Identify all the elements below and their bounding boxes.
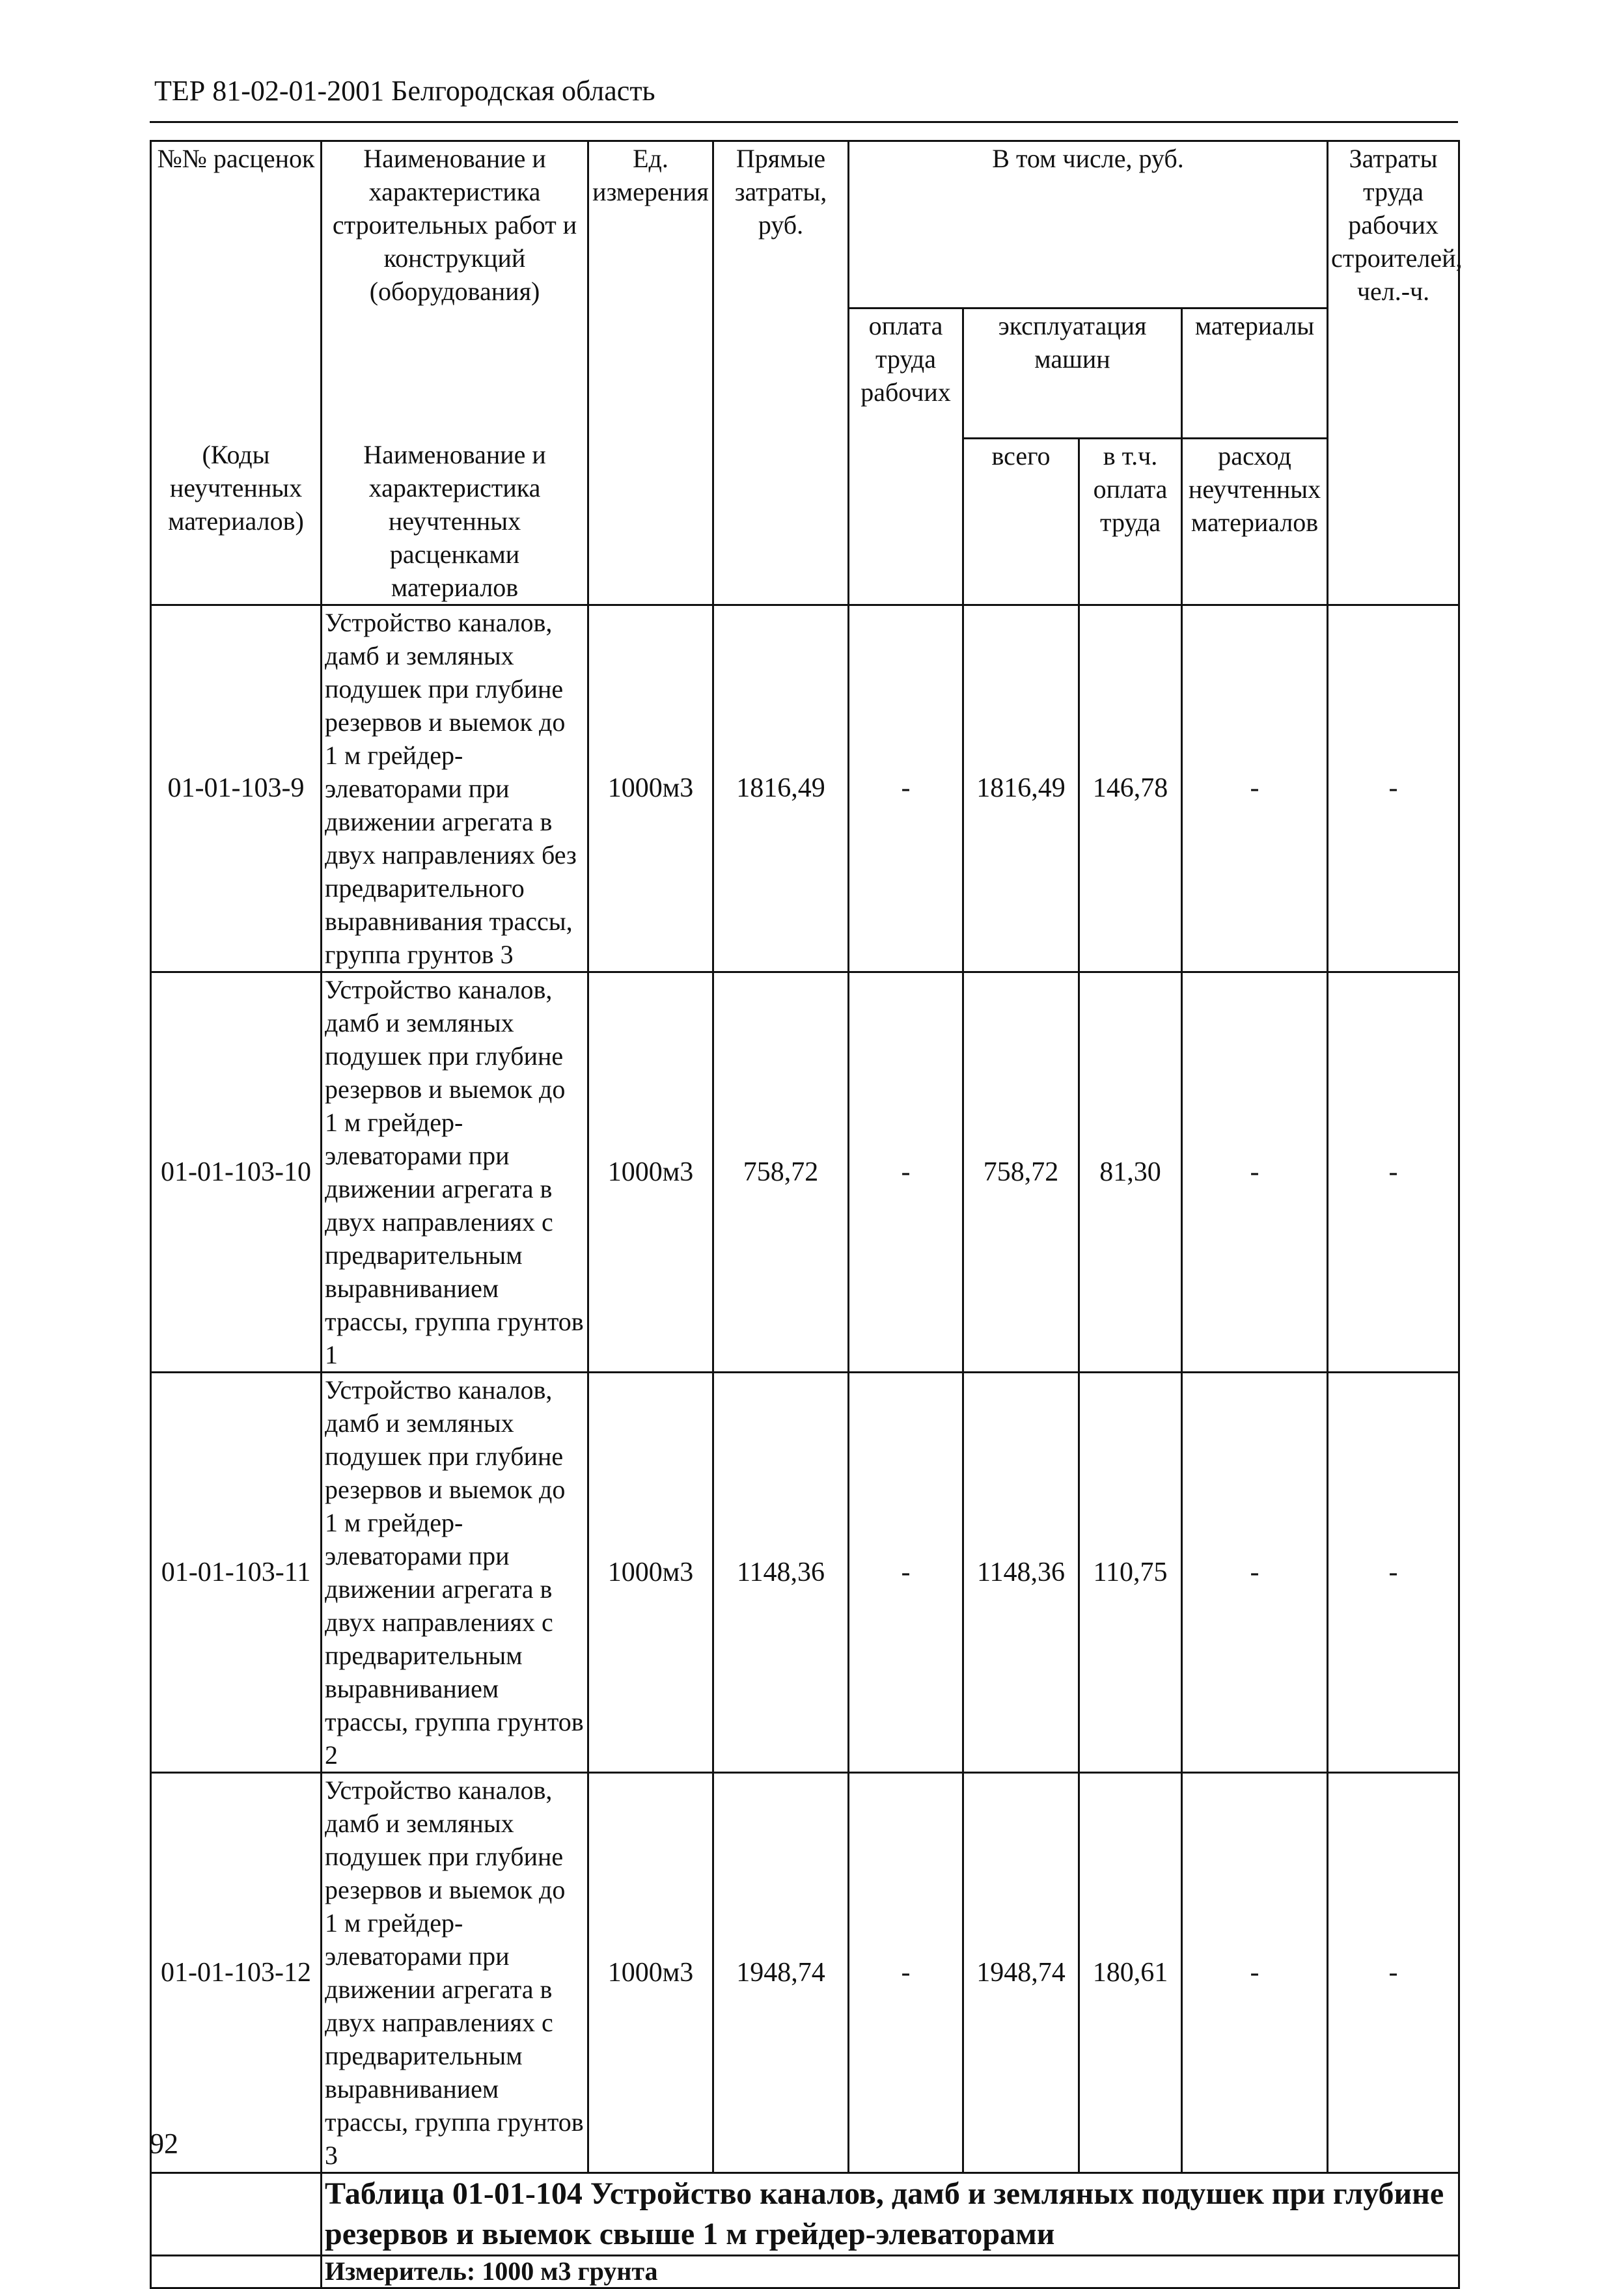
header-including: В том числе, руб. — [849, 141, 1328, 308]
row-labor: - — [849, 1773, 963, 2173]
row-code: 01-01-103-10 — [151, 972, 322, 1373]
row-machines-labor: 81,30 — [1079, 972, 1182, 1373]
row-description: Устройство каналов, дамб и земляных подушек при глубине резервов и выемок до 1 м грейдер-элеваторами при движении агрегата в двух направлениях с предварительным выравниванием трассы, группа грунтов 3 — [322, 1773, 588, 2173]
section-title: Таблица 01-01-104 Устройство каналов, дамб и земляных подушек при глубине резервов и выемок свыше 1 м грейдер-элеваторами — [322, 2173, 1459, 2256]
row-machines-total: 1816,49 — [963, 605, 1079, 972]
header-name-top: Наименование и характеристика строительных работ и конструкций (оборудования) — [322, 141, 588, 308]
table-row — [151, 605, 1459, 972]
header-code-gap — [151, 308, 322, 438]
header-unit: Ед. измерения — [588, 141, 713, 605]
row-labor: - — [849, 605, 963, 972]
header-name-bottom: Наименование и характеристика неучтенных расценками материалов — [322, 438, 588, 605]
row-machines-total: 1948,74 — [963, 1773, 1079, 2173]
header-machines-total: всего — [963, 438, 1079, 605]
header-code-bottom: (Коды неучтенных материалов) — [151, 438, 322, 605]
header-labor-cost: Затраты труда рабочих строителей, чел.-ч. — [1328, 141, 1459, 605]
row-direct: 758,72 — [713, 972, 849, 1373]
header-name-gap — [322, 308, 588, 438]
header-materials-unaccounted: расход неучтенных материалов — [1182, 438, 1328, 605]
row-machines-total: 1148,36 — [963, 1373, 1079, 1773]
row-labor-cost: - — [1328, 605, 1459, 972]
header-labor: оплата труда рабочих — [849, 308, 963, 605]
table-row — [151, 972, 1459, 1373]
row-description: Устройство каналов, дамб и земляных подушек при глубине резервов и выемок до 1 м грейдер-элеваторами при движении агрегата в двух направлениях без предварительного выравнивания трассы, группа грунтов 3 — [322, 605, 588, 972]
rates-table — [150, 140, 1463, 2289]
row-labor-cost: - — [1328, 1773, 1459, 2173]
header-materials: материалы — [1182, 308, 1328, 438]
header-machines-labor: в т.ч. оплата труда — [1079, 438, 1182, 605]
row-code: 01-01-103-11 — [151, 1373, 322, 1773]
header-code-top: №№ расценок — [151, 141, 322, 308]
row-code: 01-01-103-12 — [151, 1773, 322, 2173]
row-machines-total: 758,72 — [963, 972, 1079, 1373]
row-labor-cost: - — [1328, 972, 1459, 1373]
header-direct: Прямые затраты, руб. — [713, 141, 849, 605]
row-materials: - — [1182, 1773, 1328, 2173]
row-unit: 1000м3 — [588, 1373, 713, 1773]
header-rule — [150, 121, 1458, 123]
row-labor-cost: - — [1328, 1373, 1459, 1773]
row-description: Устройство каналов, дамб и земляных подушек при глубине резервов и выемок до 1 м грейдер-элеваторами при движении агрегата в двух направлениях с предварительным выравниванием трассы, группа грунтов 2 — [322, 1373, 588, 1773]
row-direct: 1148,36 — [713, 1373, 849, 1773]
row-machines-labor: 146,78 — [1079, 605, 1182, 972]
row-labor: - — [849, 1373, 963, 1773]
row-unit: 1000м3 — [588, 1773, 713, 2173]
table-row — [151, 1373, 1459, 1773]
row-materials: - — [1182, 972, 1328, 1373]
row-code: 01-01-103-9 — [151, 605, 322, 972]
row-direct: 1948,74 — [713, 1773, 849, 2173]
row-description: Устройство каналов, дамб и земляных подушек при глубине резервов и выемок до 1 м грейдер-элеваторами при движении агрегата в двух направлениях с предварительным выравниванием трассы, группа грунтов 1 — [322, 972, 588, 1373]
measure-code-empty — [151, 2256, 322, 2288]
row-machines-labor: 180,61 — [1079, 1773, 1182, 2173]
row-materials: - — [1182, 1373, 1328, 1773]
header-machines: эксплуатация машин — [963, 308, 1182, 438]
row-labor: - — [849, 972, 963, 1373]
document-header: ТЕР 81-02-01-2001 Белгородская область — [154, 75, 655, 107]
page-number: 92 — [150, 2128, 178, 2159]
row-materials: - — [1182, 605, 1328, 972]
measure-unit: Измеритель: 1000 м3 грунта — [322, 2256, 1459, 2288]
row-direct: 1816,49 — [713, 605, 849, 972]
table-row — [151, 1773, 1459, 2173]
row-unit: 1000м3 — [588, 605, 713, 972]
section-code-empty — [151, 2173, 322, 2256]
row-unit: 1000м3 — [588, 972, 713, 1373]
row-machines-labor: 110,75 — [1079, 1373, 1182, 1773]
